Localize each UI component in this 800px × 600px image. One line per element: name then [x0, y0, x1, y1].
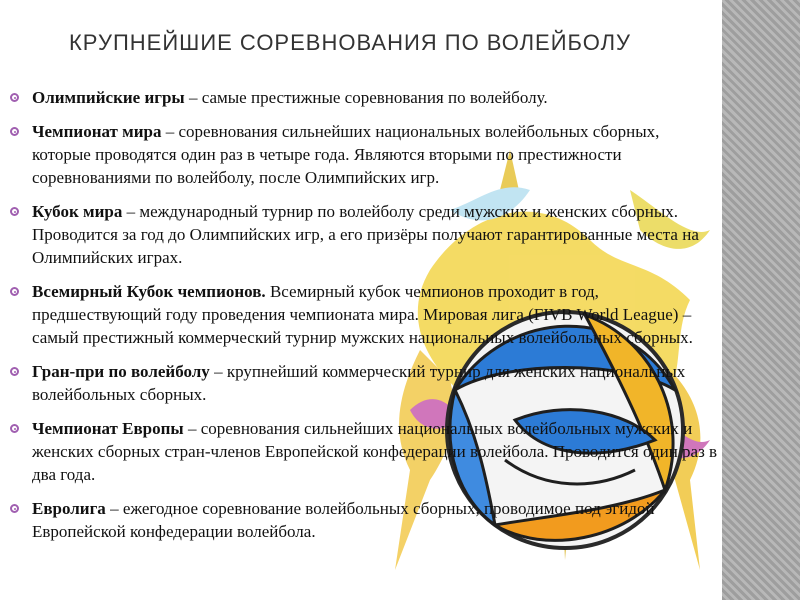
item-term: Олимпийские игры [32, 88, 185, 107]
item-term: Евролига [32, 499, 106, 518]
item-text: – международный турнир по волейболу среди мужских и женских сборных. Проводится за год до Олимпийских игр, а его призёры получают гарантированные места на Олимпийских играх. [32, 202, 699, 267]
list-item [6, 120, 718, 189]
item-term: Гран-при по волейболу [32, 362, 210, 381]
item-term: Чемпионат Европы [32, 419, 184, 438]
item-term: Чемпионат мира [32, 122, 162, 141]
list-item [6, 86, 718, 109]
item-text: – самые престижные соревнования по волейболу. [184, 88, 548, 107]
list-item [6, 360, 718, 406]
circle-bullet-icon [10, 367, 19, 376]
item-text: – соревнования сильнейших национальных волейбольных мужских и женских сборных стран-членов Европейской конфедерации волейбола. Проводится один раз в два года. [32, 419, 718, 484]
item-term: Кубок мира [32, 202, 123, 221]
item-text: – крупнейший коммерческий турнир для женских национальных волейбольных сборных. [32, 362, 686, 404]
circle-bullet-icon [10, 93, 19, 102]
item-term: Всемирный Кубок чемпионов. [32, 282, 266, 301]
item-text: Всемирный кубок чемпионов проходит в год, предшествующий году проведения чемпионата мира. Мировая лига (FIVB World League) – самый престижный коммерческий турнир мужских национальных волейбольных сборных. [32, 282, 693, 347]
bullet-list [6, 86, 718, 554]
decorative-side-band [722, 0, 800, 600]
slide-title: КРУПНЕЙШИЕ СОРЕВНОВАНИЯ ПО ВОЛЕЙБОЛУ [68, 30, 632, 55]
item-text: – ежегодное соревнование волейбольных сборных, проводимое под эгидой Европейской конфедерации волейбола. [32, 499, 655, 541]
list-item [6, 497, 718, 543]
circle-bullet-icon [10, 504, 19, 513]
circle-bullet-icon [10, 424, 19, 433]
circle-bullet-icon [10, 287, 19, 296]
item-text: – соревнования сильнейших национальных волейбольных сборных, которые проводятся один раз в четыре года. Являются вторыми по престижности соревнованиями по волейболу, после Олимпийских игр. [32, 122, 660, 187]
list-item [6, 417, 718, 486]
circle-bullet-icon [10, 207, 19, 216]
circle-bullet-icon [10, 127, 19, 136]
list-item [6, 280, 718, 349]
list-item [6, 200, 718, 269]
